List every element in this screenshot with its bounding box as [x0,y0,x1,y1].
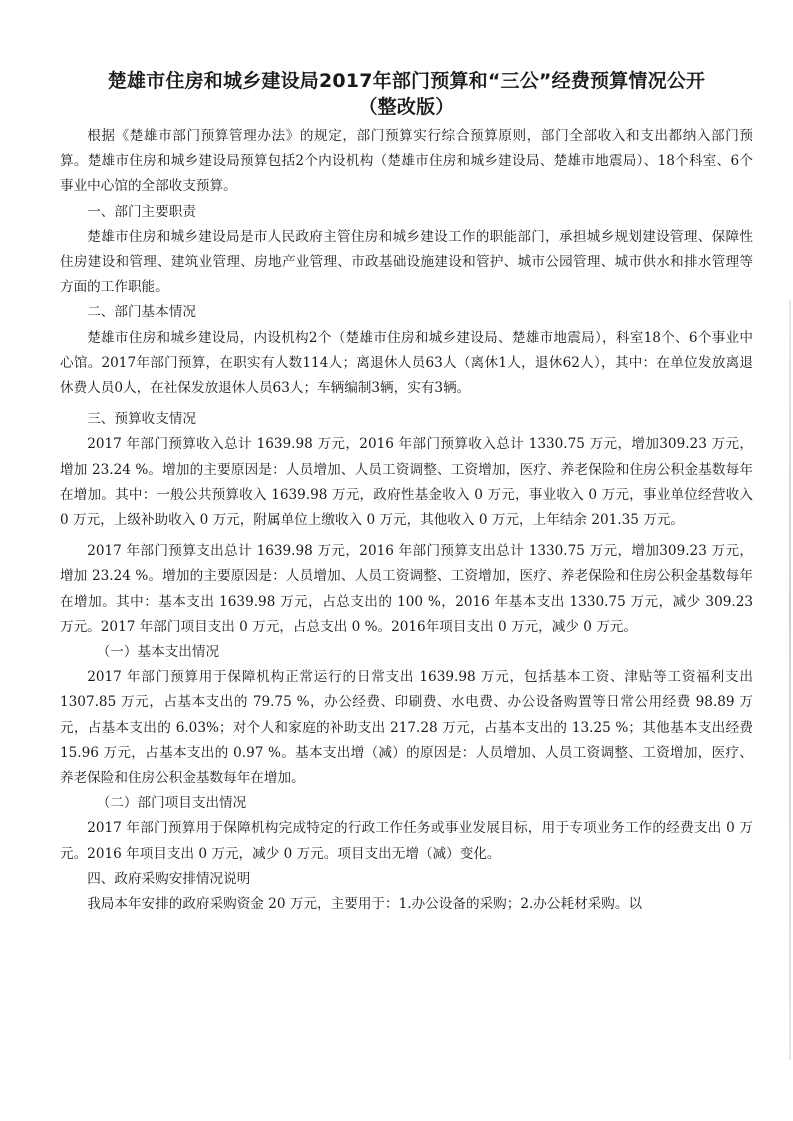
subsection2-body: 2017 年部门预算用于保障机构完成特定的行政工作任务或事业发展目标，用于专项业务工作的经费支出 0 万元。2016 年项目支出 0 万元，减少 0 万元。项目支出无增（减）变化。 [60,820,753,862]
title-line-1: 楚雄市住房和城乡建设局2017年部门预算和“三公”经费预算情况公开 [107,70,706,92]
section1-body: 楚雄市住房和城乡建设局是市人民政府主管住房和城乡建设工作的职能部门，承担城乡规划建设管理、保障性住房建设和管理、建筑业管理、房地产业管理、市政基础设施建设和管护、城市公园管理、城市供水和排水管理等方面的工作职能。 [60,228,753,296]
subsection1-body: 2017 年部门预算用于保障机构正常运行的日常支出 1639.98 万元，包括基本工资、津贴等工资福利支出 1307.85 万元，占基本支出的 79.75 %，办公经费、印刷费、水电费、办公设备购置等日常公用经费 98.89 万元，占基本支出的 6.03%；对个人和家庭的补助支出 217.28 万元，占基本支出的 13.25 %；其他基本支出经费 15.96 万元，占基本支出的 0.97 %。基本支出增（减）的原因是：人员增加、人员工资调整、工资增加，医疗、养老保险和住房公积金基数每年在增加。 [60,669,753,787]
title-line-2: （整改版） [358,96,455,118]
document-title [60,68,753,120]
section4-body: 我局本年安排的政府采购资金 20 万元，主要用于：1.办公设备的采购；2.办公耗材采购。以 [87,896,643,913]
section2-heading: 二、部门基本情况 [87,304,196,321]
section3-heading: 三、预算收支情况 [87,411,196,428]
section3-expense-paragraph: 2017 年部门预算支出总计 1639.98 万元，2016 年部门预算支出总计 1330.75 万元，增加309.23 万元，增加 23.24 %。增加的主要原因是：人员增加、人员工资调整、工资增加，医疗、养老保险和住房公积金基数每年在增加。其中：基本支出 1639.98 万元，占总支出的 100 %，2016 年基本支出 1330.75 万元，减少 309.23 万元。2017 年部门项目支出 0 万元，占总支出 0 %。2016年项目支出 0 万元，减少 0 万元。 [60,543,753,635]
scan-edge-shadow [789,300,791,1060]
section2-body: 楚雄市住房和城乡建设局，内设机构2个（楚雄市住房和城乡建设局、楚雄市地震局），科室18个、6个事业中心馆。2017年部门预算，在职实有人数114人；离退休人员63人（离休1人，退休62人），其中：在单位发放离退休费人员0人，在社保发放退休人员63人；车辆编制3辆，实有3辆。 [60,329,753,397]
section3-income-paragraph: 2017 年部门预算收入总计 1639.98 万元，2016 年部门预算收入总计 1330.75 万元，增加309.23 万元，增加 23.24 %。增加的主要原因是：人员增加、人员工资调整、工资增加，医疗、养老保险和住房公积金基数每年在增加。其中：一般公共预算收入 1639.98 万元，政府性基金收入 0 万元，事业收入 0 万元，事业单位经营收入 0 万元，上级补助收入 0 万元，附属单位上缴收入 0 万元，其他收入 0 万元，上年结余 201.35 万元。 [60,436,753,529]
section4-heading: 四、政府采购安排情况说明 [87,870,251,887]
subsection1-heading: （一）基本支出情况 [96,644,220,661]
section1-heading: 一、部门主要职责 [87,203,196,220]
subsection2-heading: （二）部门项目支出情况 [96,795,247,812]
intro-paragraph: 根据《楚雄市部门预算管理办法》的规定，部门预算实行综合预算原则，部门全部收入和支出都纳入部门预算。楚雄市住房和城乡建设局预算包括2个内设机构（楚雄市住房和城乡建设局、楚雄市地震局）、18个科室、6个事业中心馆的全部收支预算。 [60,128,753,195]
